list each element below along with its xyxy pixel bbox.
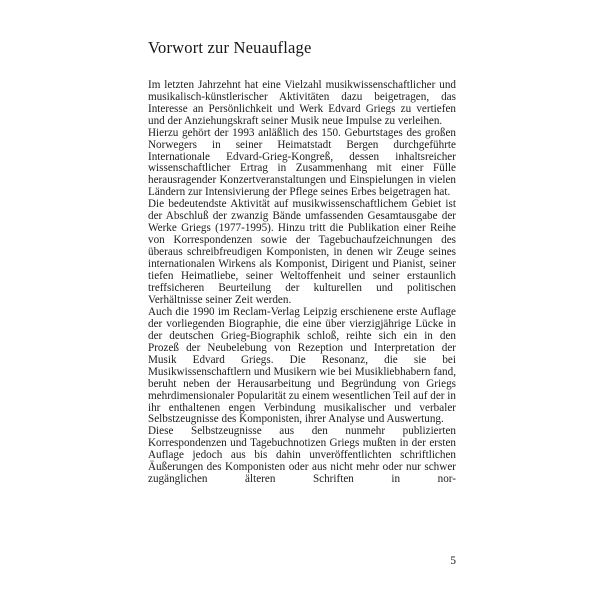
- body-text-block: [148, 80, 456, 498]
- paragraph: Die bedeutendste Aktivität auf musikwissenschaftlichem Gebiet ist der Abschluß der zwanzig Bände umfassenden Gesamtausgabe der Werke Griegs (1977-1995). Hinzu tritt die Publikation einer Reihe von Korrespondenzen sowie der Tagebuchaufzeichnungen des überaus schreibfreudigen Komponisten, in denen wir Zeuge seines internationalen Wirkens als Komponist, Dirigent und Pianist, seiner tiefen Heimatliebe, seiner Weltoffenheit und seiner erstaunlich treffsicheren Beurteilung der kulturellen und politischen Verhältnisse seiner Zeit werden.: [148, 198, 456, 306]
- paragraph: Hierzu gehört der 1993 anläßlich des 150. Geburtstages des großen Norwegers in seiner Heimatstadt Bergen durchgeführte Internationale Edvard-Grieg-Kongreß, dessen inhaltsreicher wissenschaftlicher Ertrag in Zusammenhang mit einer Fülle herausragender Konzertveranstaltungen und Einspielungen in vielen Ländern zur Intensivierung der Pflege seines Erbes beigetragen hat.: [148, 126, 456, 199]
- paragraph: Diese Selbstzeugnisse aus den nunmehr publizierten Korrespondenzen und Tagebuchnotizen Griegs mußten in der ersten Auflage jedoch aus bis dahin unveröffentlichten schriftlichen Äußerungen des Komponisten oder aus nicht mehr oder nur schwer zugänglichen älteren Schriften in nor-: [148, 425, 456, 486]
- page-title: Vorwort zur Neuauflage: [148, 38, 312, 57]
- paragraph: Im letzten Jahrzehnt hat eine Vielzahl musikwissenschaftlicher und musikalisch-künstlerischer Aktivitäten dazu beigetragen, das Interesse an Persönlichkeit und Werk Edvard Griegs zu vertiefen und der Anziehungskraft seiner Musik neue Impulse zu verleihen.: [148, 78, 456, 127]
- page-number: 5: [450, 555, 456, 567]
- paragraph: Auch die 1990 im Reclam-Verlag Leipzig erschienene erste Auflage der vorliegenden Biographie, die eine über vierzigjährige Lücke in der deutschen Grieg-Biographik schloß, reihte sich ein in den Prozeß der Neubelebung von Rezeption und Interpretation der Musik Edvard Griegs. Die Resonanz, die sie bei Musikwissenschaftlern und Musikern wie bei Musikliebhabern fand, beruht neben der Herausarbeitung und Begründung von Griegs mehrdimensionaler Popularität zu einem wesentlichen Teil auf der in ihr enthaltenen engen Verbindung musikalischer und verbaler Selbstzeugnisse des Komponisten, ihrer Analyse und Auswertung.: [148, 305, 456, 426]
- page-content-column: [148, 38, 456, 498]
